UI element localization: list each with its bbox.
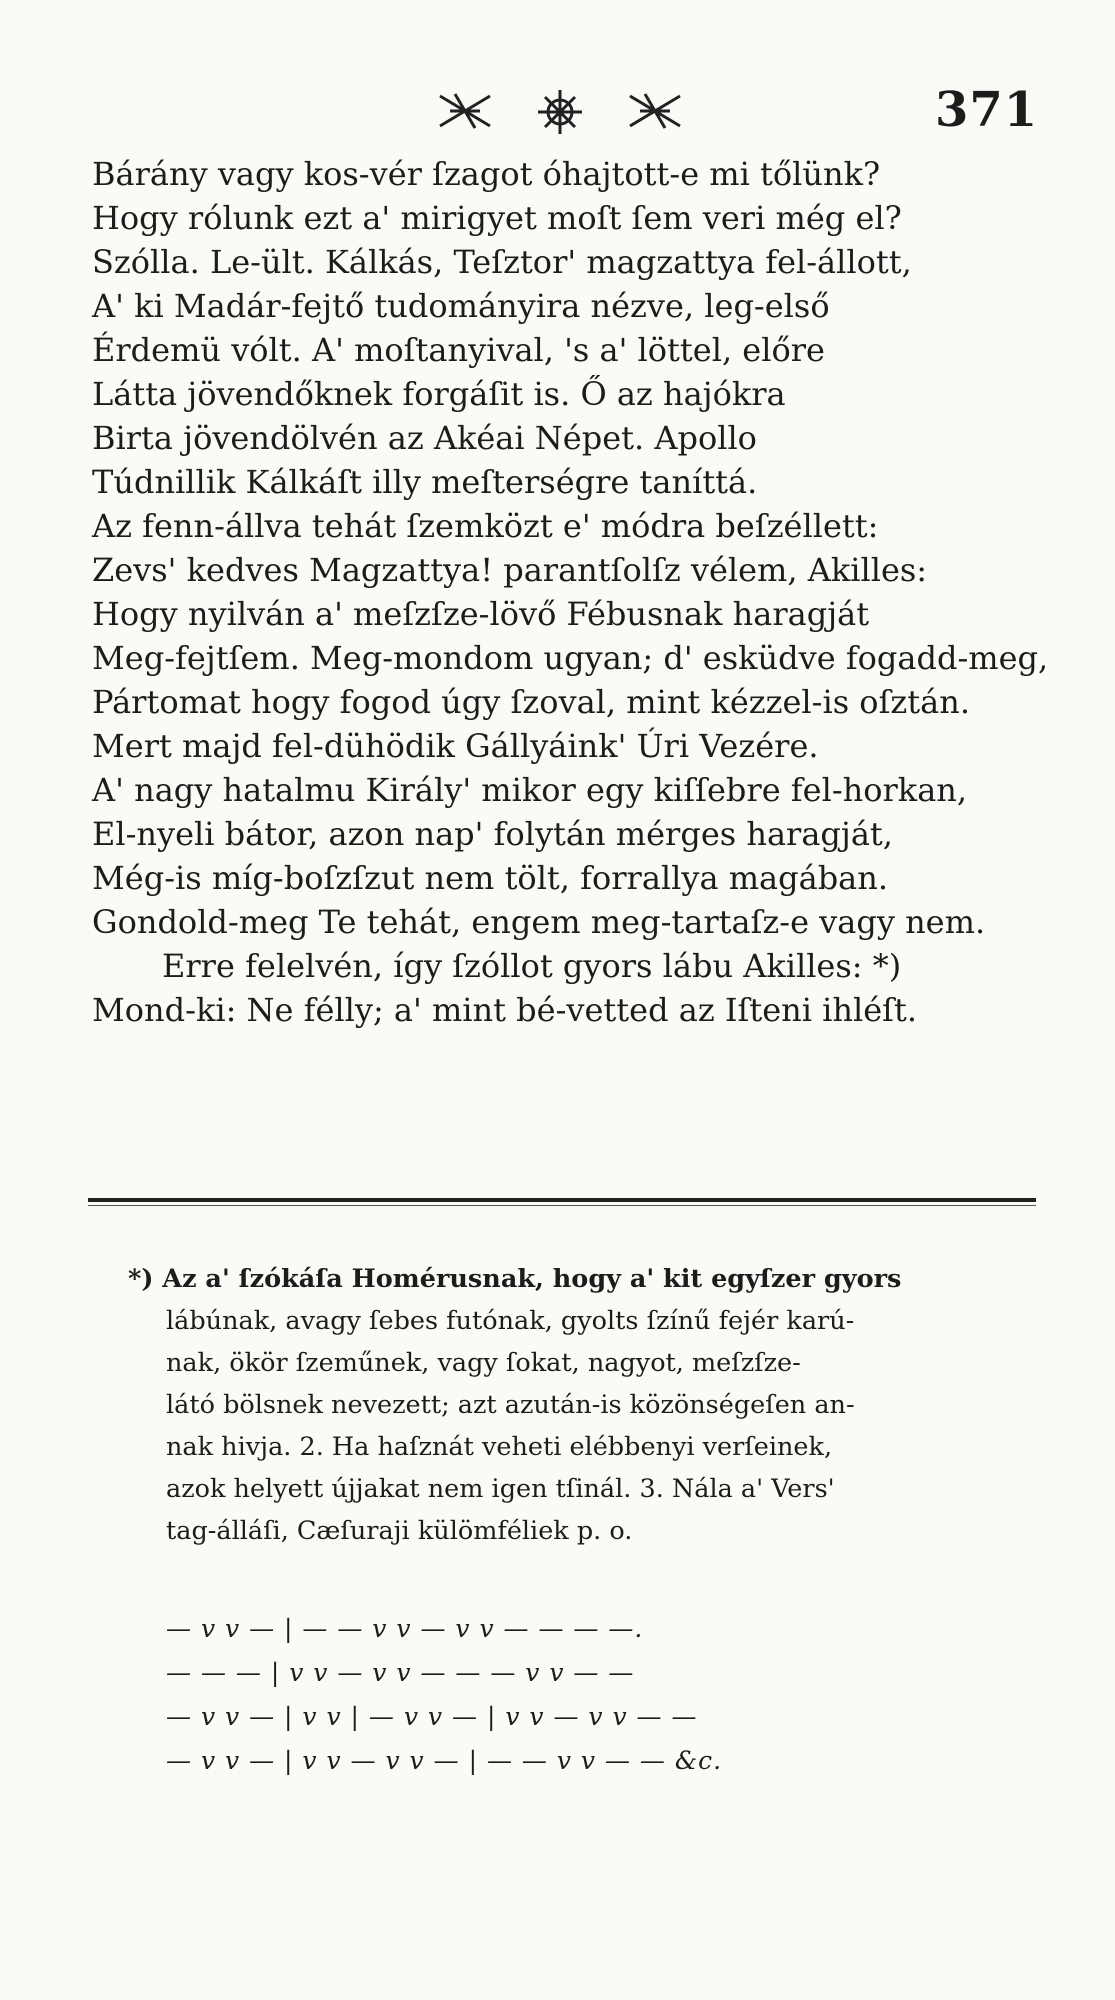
footnote	[128, 1258, 1038, 1552]
footnote-line: nak, ökör ſzeműnek, vagy ſokat, nagyot, meſzſze-	[166, 1348, 801, 1378]
meter-line: — v v — | — — v v — v v — — — —.	[166, 1614, 644, 1643]
verse-line: Birta jövendölvén az Akéai Népet. Apollo	[92, 419, 757, 457]
metrical-scheme	[166, 1607, 1066, 1783]
footnote-line: lábúnak, avagy ſebes futónak, gyolts ſzínű fejér karú-	[166, 1306, 855, 1336]
footnote-line: azok helyett újjakat nem igen tſinál. 3. Nála a' Vers'	[166, 1474, 835, 1504]
verse-line: Érdemü vólt. A' moſtanyival, 's a' löttel, előre	[92, 331, 825, 369]
verse-line: Pártomat hogy fogod úgy ſzoval, mint kézzel-is oſztán.	[92, 683, 970, 721]
footnote-line: tag-álláſi, Cæſuraji külömféliek p. o.	[166, 1516, 633, 1546]
meter-line: — v v — | v v | — v v — | v v — v v — —	[166, 1702, 698, 1731]
verse-line: Túdnillik Kálkáſt illy meſterségre taníttá.	[92, 463, 758, 501]
footnote-line: látó bölsnek nevezett; azt azután-is közönségeſen an-	[166, 1390, 855, 1420]
verse-line: Az fenn-állva tehát ſzemközt e' módra beſzéllett:	[92, 507, 879, 545]
verse-line: Szólla. Le-ült. Kálkás, Teſztor' magzattya fel-állott,	[92, 243, 912, 281]
meter-line: — — — | v v — v v — — — v v — —	[166, 1658, 635, 1687]
page-number: 371	[935, 82, 1039, 138]
page-header	[0, 80, 1115, 140]
verse-line: A' ki Madár-fejtő tudományira nézve, leg-első	[92, 287, 830, 325]
verse-line: Erre felelvén, így ſzóllot gyors lábu Akilles: *)	[162, 947, 902, 985]
footnote-divider-thin	[88, 1205, 1036, 1206]
verse-line: Látta jövendőknek forgáſit is. Ő az hajókra	[92, 375, 786, 413]
verse-line: Hogy rólunk ezt a' mirigyet moſt ſem veri még el?	[92, 199, 902, 237]
verse-line: Gondold-meg Te tehát, engem meg-tartaſz-e vagy nem.	[92, 903, 986, 941]
footnote-divider	[88, 1198, 1036, 1202]
verse-line: A' nagy hatalmu Király' mikor egy kiſſebre fel-horkan,	[92, 771, 968, 809]
verse-line: Mond-ki: Ne félly; a' mint bé-vetted az Iſteni ihléſt.	[92, 991, 918, 1029]
footnote-line: nak hivja. 2. Ha haſznát veheti elébbenyi verſeinek,	[166, 1432, 833, 1462]
verse-line: El-nyeli bátor, azon nap' folytán mérges haragját,	[92, 815, 893, 853]
printer-ornament-icon	[430, 86, 690, 136]
meter-line: — v v — | v v — v v — | — — v v — — &c.	[166, 1746, 723, 1775]
footnote-line: *) Az a' ſzókáſa Homérusnak, hogy a' kit egyſzer gyors	[128, 1264, 902, 1294]
verse-line: Bárány vagy kos-vér ſzagot óhajtott-e mi tőlünk?	[92, 155, 881, 193]
verse-line: Zevs' kedves Magzattya! parantſolſz vélem, Akilles:	[92, 551, 928, 589]
verse-line: Mert majd fel-dühödik Gállyáink' Úri Vezére.	[92, 727, 819, 765]
verse-text	[92, 152, 1052, 1032]
verse-line: Még-is míg-boſzſzut nem tölt, forrallya magában.	[92, 859, 889, 897]
verse-line: Meg-fejtſem. Meg-mondom ugyan; d' esküdve fogadd-meg,	[92, 639, 1049, 677]
verse-line: Hogy nyilván a' meſzſze-lövő Fébusnak haragját	[92, 595, 870, 633]
